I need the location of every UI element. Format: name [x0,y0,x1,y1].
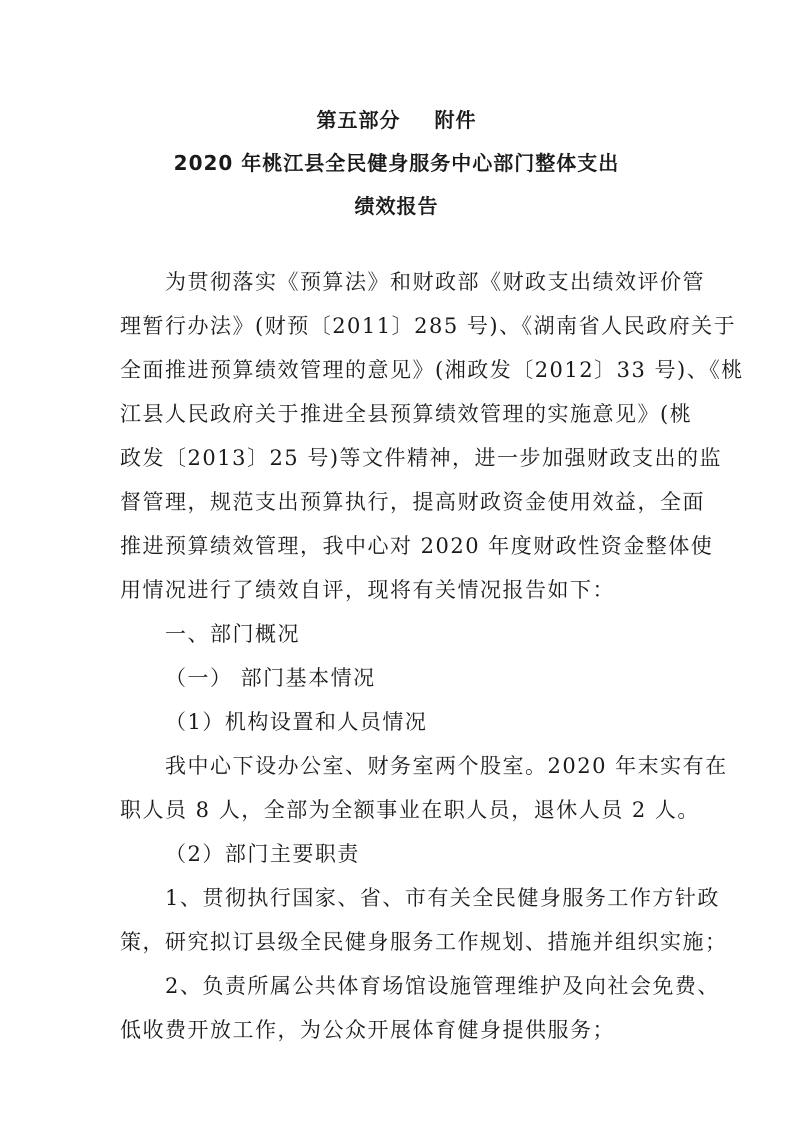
item1-line: 我中心下设办公室、财务室两个股室。2020 年末实有在 [165,754,728,778]
duty-line: 2、负责所属公共体育场馆设施管理维护及向社会免费、 [165,974,720,998]
duty-line: 低收费开放工作，为公众开展体育健身提供服务； [120,1018,615,1042]
intro-line: 推进预算绩效管理，我中心对 2020 年度财政性资金整体使 [120,534,714,558]
report-title-line2: 绩效报告 [354,194,439,218]
intro-line: 江县人民政府关于推进全县预算绩效管理的实施意见》(桃 [120,402,693,426]
intro-line: 督管理，规范支出预算执行，提高财政资金使用效益，全面 [120,490,705,514]
part-heading [0,104,793,133]
report-title-line1: 2020 年桃江县全民健身服务中心部门整体支出 [173,151,620,175]
item-heading: （1）机构设置和人员情况 [165,710,428,734]
subsection-heading: （一） 部门基本情况 [165,666,376,690]
item1-line: 职人员 8 人，全部为全额事业在职人员，退休人员 2 人。 [120,798,700,822]
intro-line: 理暂行办法》(财预〔2011〕285 号)、《湖南省人民政府关于 [120,314,737,338]
intro-line: 政发〔2013〕25 号)等文件精神，进一步加强财政支出的监 [120,446,723,470]
part-suffix: 附件 [434,108,477,132]
part-label: 第五部分 [316,108,401,132]
intro-line: 用情况进行了绩效自评，现将有关情况报告如下： [120,578,615,602]
duty-line: 策，研究拟订县级全民健身服务工作规划、措施并组织实施； [120,930,728,954]
duty-line: 1、贯彻执行国家、省、市有关全民健身服务工作方针政 [165,886,720,910]
intro-line: 为贯彻落实《预算法》和财政部《财政支出绩效评价管 [165,270,705,294]
section-heading: 一、部门概况 [165,622,300,646]
intro-line: 全面推进预算绩效管理的意见》(湘政发〔2012〕33 号)、《桃 [120,358,744,382]
item-heading: （2）部门主要职责 [165,842,360,866]
